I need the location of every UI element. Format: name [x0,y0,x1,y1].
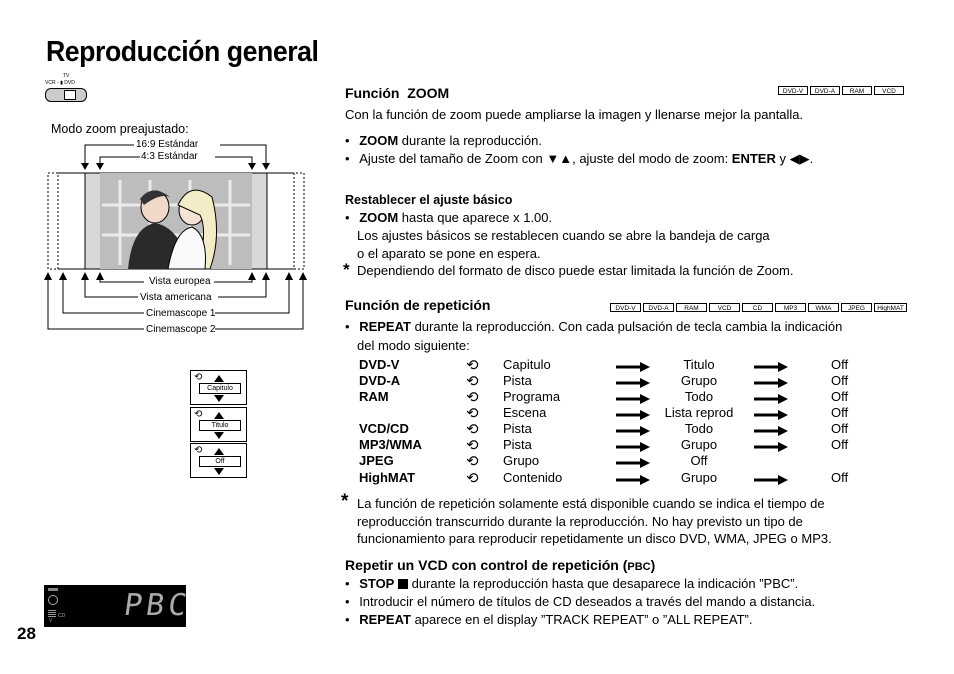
repeat-note-line-3: funcionamiento para reproducir repetidamente un disco DVD, WMA, JPEG o MP3. [357,531,832,546]
repeat-bullet-text: durante la reproducción. Con cada pulsación de tecla cambia la indicación [410,319,843,334]
zoom-bullet-2-d: . [809,151,814,166]
repeat-icon: ⟲ [466,405,479,422]
arrow-right-icon [754,394,788,404]
repeat-icon: ⟲ [466,453,479,470]
repeat-mode-1: Pista [503,421,532,436]
repeat-format: MP3/WMA [359,437,422,452]
osd-repeat-off [190,443,247,478]
repeat-mode-2: Grupo [680,373,718,388]
up-arrow-icon [214,412,224,419]
repeat-icon: ⟲ [466,437,479,454]
repeat-mode-3: Off [831,357,849,372]
repeat-mode-3: Off [831,389,849,404]
osd-label: Off [199,456,241,467]
osd-label: Capitulo [199,383,241,394]
reset-text: hasta que aparece x 1.00. [398,210,553,225]
disc-tag: RAM [676,303,707,312]
up-arrow-icon [214,375,224,382]
display-pbc: PBC [121,588,193,623]
disc-tag: RAM [842,86,872,95]
label-cinemascope-1: Cinemascope 1 [146,308,216,319]
repeat-mode-1: Escena [503,405,547,420]
repeat-icon: ⟲ [194,372,203,383]
zoom-bullet-2-a: Ajuste del tamaño de Zoom con [359,151,547,166]
arrow-right-icon [616,394,650,404]
bullet: • [345,612,350,627]
display-v: V [49,618,53,624]
repeat-format: VCD/CD [359,421,409,436]
page-title: Reproducción general [46,36,319,68]
vcd-heading-end: ) [650,557,656,573]
repeat-format: RAM [359,389,389,404]
bullet: • [345,210,350,225]
disc-tag: DVD-A [643,303,674,312]
repeat-note-star: * [341,491,349,512]
repeat-heading: Función de repetición [345,297,491,313]
disc-tag: VCD [874,86,904,95]
arrow-right-icon [754,426,788,436]
arrow-right-icon [616,442,650,452]
repeat-icon: ⟲ [194,409,203,420]
disc-tag: VCD [709,303,740,312]
down-arrow-icon [214,432,224,439]
arrow-right-icon [616,378,650,388]
enter-key: ENTER [731,151,776,166]
repeat-mode-1: Grupo [503,453,540,468]
zoom-bullet-1-text: durante la reproducción. [398,133,542,148]
vcd-heading-pbc: PBC [627,561,651,573]
stop-key: STOP [359,576,395,591]
arrow-right-icon [754,410,788,420]
repeat-mode-2: Off [690,453,708,468]
vcd-bullet-3-text: aparece en el display ”TRACK REPEAT” o ”ALL REPEAT”. [410,612,753,627]
repeat-format: DVD-A [359,373,401,388]
disc-tag: DVD-V [778,86,808,95]
repeat-format: JPEG [359,453,394,468]
arrow-right-icon [754,378,788,388]
switch-icon [45,88,87,102]
repeat-mode-3: Off [831,470,849,485]
preset-label: Modo zoom preajustado: [51,122,189,136]
zoom-bullet-2 [345,150,905,167]
arrow-right-icon [616,362,650,372]
reset-heading: Restablecer el ajuste básico [345,193,513,207]
vcd-bullet-3 [345,611,752,628]
label-169: 16:9 Estándar [136,139,199,150]
label-cinemascope-2: Cinemascope 2 [146,324,216,335]
zoom-intro: Con la función de zoom puede ampliarse la imagen y llenarse mejor la pantalla. [345,107,804,122]
disc-tag: DVD-V [610,303,641,312]
arrow-right-icon [616,426,650,436]
zoom-note-star: * [343,260,350,279]
repeat-bullet-line-2: del modo siguiente: [357,338,470,353]
repeat-icon: ⟲ [466,421,479,438]
repeat-mode-1: Pista [503,373,532,388]
arrow-right-icon [616,475,650,485]
bullet: • [345,133,350,148]
zoom-note: Dependiendo del formato de disco puede estar limitada la función de Zoom. [357,263,794,278]
vcd-bullet-2-text: Introducir el número de títulos de CD deseados a través del mando a distancia. [359,594,816,609]
arrow-right-icon [754,475,788,485]
down-arrow-icon [214,395,224,402]
repeat-mode-2: Lista reprod [664,405,734,420]
disc-tag: MP3 [775,303,806,312]
disc-tag: WMA [808,303,839,312]
down-up-arrows-icon: ▼▲ [546,151,573,166]
mode-switch [45,73,87,103]
switch-tv-label: TV [63,73,70,79]
disc-tag: JPEG [841,303,872,312]
repeat-mode-2: Todo [684,389,714,404]
vcd-heading-text: Repetir un VCD con control de repetición ( [345,557,628,573]
front-display [44,585,193,627]
repeat-mode-3: Off [831,405,849,420]
repeat-mode-2: Grupo [680,470,718,485]
repeat-key: REPEAT [359,612,411,627]
reset-line-3: o el aparato se pone en espera. [357,246,541,261]
repeat-note-line-1: La función de repetición solamente está disponible cuando se indica el tiempo de [357,496,825,511]
up-arrow-icon [214,448,224,455]
zoom-bullet-2-c: y [775,151,790,166]
zoom-key: ZOOM [359,210,399,225]
repeat-note-line-2: reproducción transcurrido durante la reproducción. No hay previsto un tipo de [357,514,803,529]
reset-line-2: Los ajustes básicos se restablecen cuando se abre la bandeja de carga [357,228,770,243]
repeat-mode-1: Pista [503,437,532,452]
arrow-right-icon [754,362,788,372]
zoom-bullet-2-b: , ajuste del modo de zoom: [572,151,732,166]
zoom-disc-tags [778,86,904,95]
disc-tag: DVD-A [810,86,840,95]
repeat-mode-2: Titulo [683,357,715,372]
display-cd: CD [58,613,66,619]
label-vista-europea: Vista europea [149,276,211,287]
bullet: • [345,151,350,166]
repeat-mode-1: Capitulo [503,357,551,372]
reset-bullet [345,209,552,226]
repeat-icon: ⟲ [466,389,479,406]
osd-repeat-titulo [190,407,247,442]
arrow-right-icon [616,410,650,420]
vcd-bullet-1 [345,575,798,592]
repeat-format: DVD-V [359,357,400,372]
vcd-bullet-2 [345,593,815,610]
repeat-mode-1: Programa [503,389,561,404]
label-43: 4:3 Estándar [141,151,198,162]
osd-label: Titulo [199,420,241,431]
repeat-icon: ⟲ [466,357,479,374]
osd-repeat-capitulo [190,370,247,405]
zoom-key: ZOOM [359,133,399,148]
bullet: • [345,594,350,609]
repeat-mode-3: Off [831,421,849,436]
repeat-mode-2: Grupo [680,437,718,452]
left-right-arrows-icon: ◀▶ [789,151,810,166]
repeat-mode-3: Off [831,437,849,452]
label-vista-americana: Vista americana [140,292,212,303]
repeat-icon: ⟲ [194,445,203,456]
repeat-icon: ⟲ [466,470,479,487]
disc-tag: CD [742,303,773,312]
vcd-bullet-1-text: durante la reproducción hasta que desaparece la indicación ”PBC”. [407,576,799,591]
repeat-bullet [345,318,842,335]
zoom-bullet-1 [345,132,905,149]
stop-icon [398,579,408,589]
repeat-key: REPEAT [359,319,411,334]
bullet: • [345,319,350,334]
repeat-mode-2: Todo [684,421,714,436]
repeat-format: HighMAT [359,470,416,485]
disc-tag: HighMAT [874,303,907,312]
vcd-heading [345,557,655,573]
page-number: 28 [17,624,36,643]
zoom-heading: Función ZOOM [345,85,450,101]
arrow-right-icon [616,458,650,468]
switch-modes-label: VCR ▫ ▮ DVD [45,80,75,86]
bullet: • [345,576,350,591]
repeat-icon: ⟲ [466,373,479,390]
repeat-mode-1: Contenido [503,470,563,485]
repeat-disc-tags [610,303,907,312]
repeat-mode-3: Off [831,373,849,388]
down-arrow-icon [214,468,224,475]
arrow-right-icon [754,442,788,452]
